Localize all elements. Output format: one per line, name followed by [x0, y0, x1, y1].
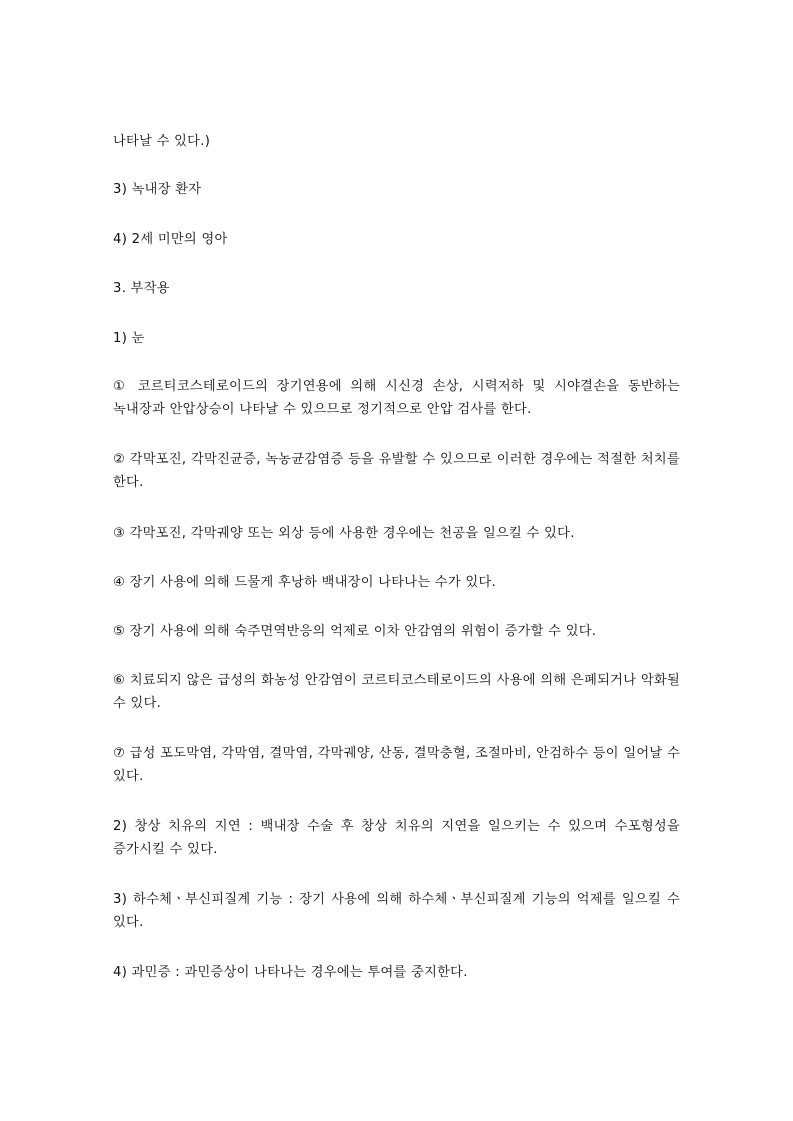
continuation-line: 나타날 수 있다.) [113, 134, 211, 149]
item-infant-under-2: 4) 2세 미만의 영아 [113, 232, 228, 247]
item-hypersensitivity: 4) 과민증 : 과민증상이 나타나는 경우에는 투여를 중지한다. [113, 965, 468, 980]
eye-effect-7: ⑦ 급성 포도막염, 각막염, 결막염, 각막궤양, 산동, 결막충혈, 조절마비, 안검하수 등이 일어날 수 있다. [113, 746, 680, 784]
subheading-eye: 1) 눈 [113, 331, 145, 346]
eye-effect-2: ② 각막포진, 각막진균증, 녹농균감염증 등을 유발할 수 있으므로 이러한 경우에는 적절한 처치를 한다. [113, 452, 680, 490]
section-heading-side-effects: 3. 부작용 [113, 281, 170, 296]
eye-effect-1: ① 코르티코스테로이드의 장기연용에 의해 시신경 손상, 시력저하 및 시야결손을 동반하는 녹내장과 안압상승이 나타날 수 있으므로 정기적으로 안압 검사를 한다. [113, 379, 680, 417]
eye-effect-3: ③ 각막포진, 각막궤양 또는 외상 등에 사용한 경우에는 천공을 일으킬 수 있다. [113, 526, 575, 541]
item-pituitary-adrenal-function: 3) 하수체ㆍ부신피질계 기능 : 장기 사용에 의해 하수체ㆍ부신피질계 기능의 억제를 일으킬 수 있다. [113, 892, 680, 930]
item-wound-healing-delay: 2) 창상 치유의 지연 : 백내장 수술 후 창상 치유의 지연을 일으키는 수 있으며 수포형성을 증가시킬 수 있다. [113, 819, 680, 857]
eye-effect-6: ⑥ 치료되지 않은 급성의 화농성 안감염이 코르티코스테로이드의 사용에 의해 은폐되거나 악화될 수 있다. [113, 673, 680, 711]
eye-effect-4: ④ 장기 사용에 의해 드물게 후낭하 백내장이 나타나는 수가 있다. [113, 575, 497, 590]
eye-effect-5: ⑤ 장기 사용에 의해 숙주면역반응의 억제로 이차 안감염의 위험이 증가할 수 있다. [113, 624, 597, 639]
item-glaucoma-patient: 3) 녹내장 환자 [113, 182, 202, 197]
